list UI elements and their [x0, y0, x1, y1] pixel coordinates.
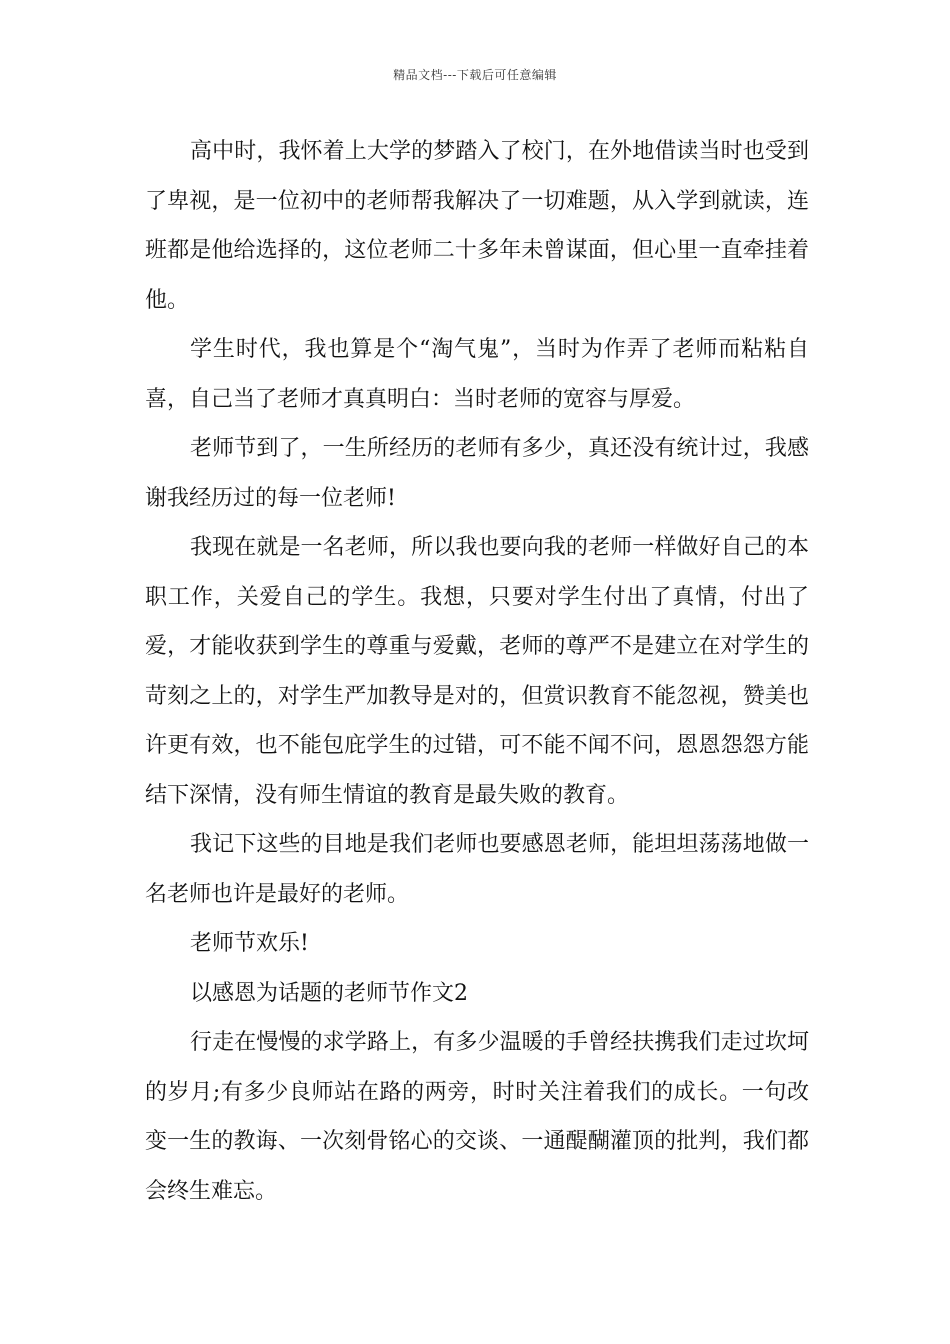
paragraph-greeting: 老师节欢乐! [190, 931, 309, 956]
paragraph-being-teacher: 我现在就是一名老师，所以我也要向我的老师一样做好自己的本职工作，关爱自己的学生。我想，只要对学生付出了真情，付出了爱，才能收获到学生的尊重与爱戴，老师的尊严不是建立在对学生的苛刻之上的，对学生严加教导是对的，但赏识教育不能忽视，赞美也许更有效，也不能包庇学生的过错，可不能不闻不问，恩恩怨怨方能结下深情，没有师生情谊的教育是最失败的教育。 [145, 535, 809, 808]
paragraph-study-road: 行走在慢慢的求学路上，有多少温暖的手曾经扶携我们走过坎坷的岁月;有多少良师站在路的两旁，时时关注着我们的成长。一句改变一生的教诲、一次刻骨铭心的交谈、一通醍醐灌顶的批判，我们都会终生难忘。 [145, 1030, 809, 1204]
page-header: 精品文档---下载后可任意编辑 [393, 68, 557, 82]
document-body [145, 127, 809, 1216]
essay-title-2: 以感恩为话题的老师节作文2 [190, 980, 468, 1006]
paragraph-student-days: 学生时代，我也算是个“淘气鬼”，当时为作弄了老师而粘粘自喜，自己当了老师才真真明白：当时老师的宽容与厚爱。 [145, 337, 809, 412]
paragraph-high-school: 高中时，我怀着上大学的梦踏入了校门，在外地借读当时也受到了卑视，是一位初中的老师帮我解决了一切难题，从入学到就读，连班都是他给选择的，这位老师二十多年未曾谋面，但心里一直牵挂着他。 [145, 139, 809, 313]
paragraph-teachers-day: 老师节到了，一生所经历的老师有多少，真还没有统计过，我感谢我经历过的每一位老师! [145, 436, 809, 511]
paragraph-purpose: 我记下这些的目地是我们老师也要感恩老师，能坦坦荡荡地做一名老师也许是最好的老师。 [145, 832, 809, 907]
